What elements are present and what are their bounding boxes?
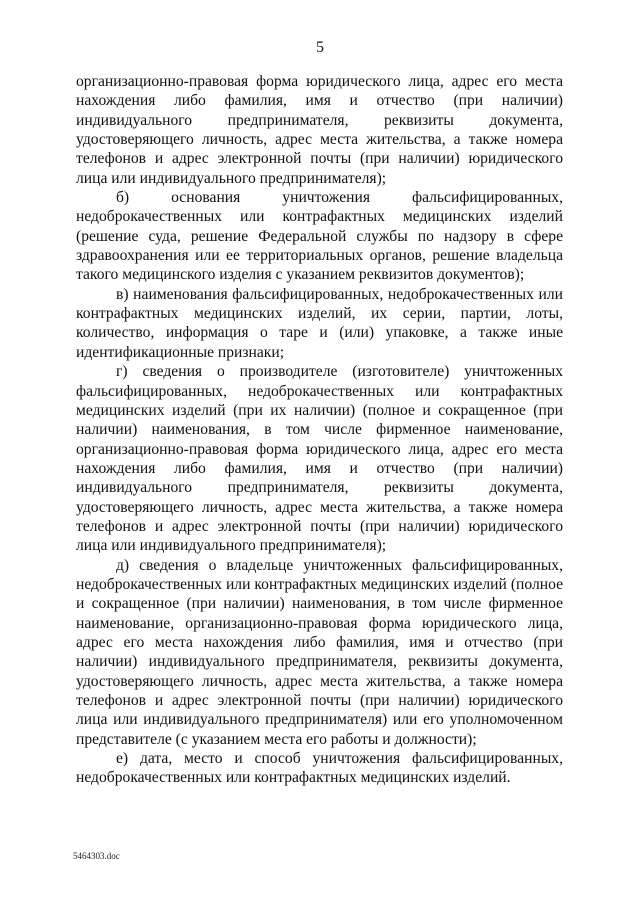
paragraph-d: д) сведения о владельце уничтоженных фальсифицированных, недоброкачественных или контрафактных медицинских изделий (полное и сокращенное (при наличии) наименования, в том числе фирменное наименование, организационно-правовая форма юридического лица, адрес его места нахождения либо фамилия, имя и отчество (при наличии) индивидуального предпринимателя, реквизиты документа, удостоверяющего личность, адрес места жительства, а также номера телефонов и адрес электронной почты (при наличии) юридического лица или индивидуального предпринимателя) или его уполномоченном представителе (с указанием места его работы и должности); xyxy=(76,556,563,748)
paragraph-v: в) наименования фальсифицированных, недоброкачественных или контрафактных медицинских изделий, их серии, партии, лоты, количество, информация о таре и (или) упаковке, а также иные идентификационные признаки; xyxy=(76,285,563,361)
page-number: 5 xyxy=(316,39,324,56)
paragraph-continuation: организационно-правовая форма юридического лица, адрес его места нахождения либо фамилия, имя и отчество (при наличии) индивидуального предпринимателя, реквизиты документа, удостоверяющего личность, адрес места жительства, а также номера телефонов и адрес электронной почты (при наличии) юридического лица или индивидуального предпринимателя); xyxy=(76,73,563,187)
document-body xyxy=(76,72,563,788)
paragraph-e: е) дата, место и способ уничтожения фальсифицированных, недоброкачественных или контрафактных медицинских изделий. xyxy=(76,750,563,787)
paragraph-b: б) основания уничтожения фальсифицированных, недоброкачественных или контрафактных медицинских изделий (решение суда, решение Федеральной службы по надзору в сфере здравоохранения или ее территориальных органов, решение владельца такого медицинского изделия с указанием реквизитов документов); xyxy=(76,189,563,284)
document-code-footer: 5464303.doc xyxy=(73,851,120,861)
paragraph-g: г) сведения о производителе (изготовителе) уничтоженных фальсифицированных, недоброкачественных или контрафактных медицинских изделий (при их наличии) (полное и сокращенное (при наличии) наименования, в том числе фирменное наименование, организационно-правовая форма юридического лица, адрес его места нахождения либо фамилия, имя и отчество (при наличии) индивидуального предпринимателя, реквизиты документа, удостоверяющего личность, адрес места жительства, а также номера телефонов и адрес электронной почты (при наличии) юридического лица или индивидуального предпринимателя); xyxy=(76,363,563,555)
